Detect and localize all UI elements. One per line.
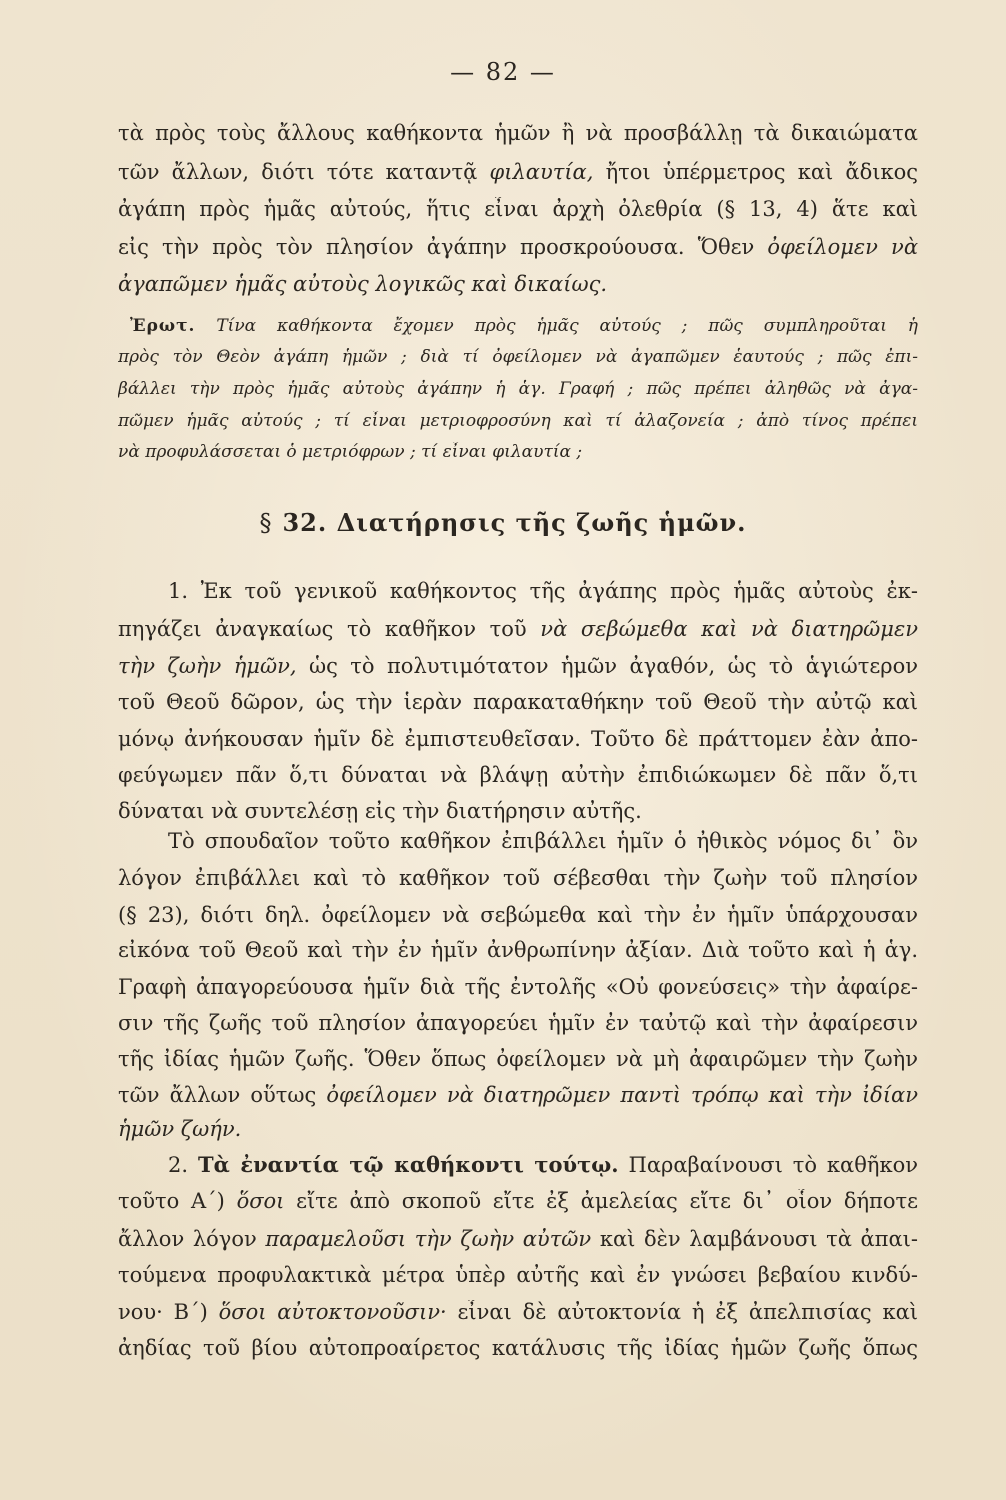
text-line: τῶν ἄλλων οὕτως ὀφείλομεν νὰ διατηρῶμεν παντὶ τρόπῳ καὶ τὴν ἰδίαν: [118, 1083, 918, 1107]
text-line: 1. Ἐκ τοῦ γενικοῦ καθήκοντος τῆς ἀγάπης πρὸς ἡμᾶς αὐτοὺς ἐκ-: [168, 579, 918, 603]
section-title: 32. Διατήρησις τῆς ζωῆς ἡμῶν.: [282, 508, 747, 537]
text-line: φεύγωμεν πᾶν ὅ,τι δύναται νὰ βλάψῃ αὐτὴν ἐπιδιώκωμεν δὲ πᾶν ὅ,τι: [118, 763, 918, 787]
text-line: ἡμῶν ζωήν.: [118, 1117, 242, 1141]
text-line: δύναται νὰ συντελέσῃ εἰς τὴν διατήρησιν αὐτῆς.: [118, 799, 642, 823]
question-line: Ἐρωτ. Τίνα καθήκοντα ἔχομεν πρὸς ἡμᾶς αὐτούς ; πῶς συμπληροῦται ἡ: [130, 316, 918, 336]
question-line: πῶμεν ἡμᾶς αὐτούς ; τί εἶναι μετριοφροσύνη καὶ τί ἀλαζονεία ; ἀπὸ τίνος πρέπει: [118, 411, 918, 431]
section-symbol: §: [259, 509, 273, 537]
text-line: 2. Τὰ ἐναντία τῷ καθήκοντι τούτῳ. Παραβαίνουσι τὸ καθῆκον: [168, 1152, 918, 1177]
text-line: τῶν ἄλλων, διότι τότε καταντᾷ φιλαυτία, ἤτοι ὑπέρμετρος καὶ ἄδικος: [118, 160, 918, 184]
text-line: εἰκόνα τοῦ Θεοῦ καὶ τὴν ἐν ἡμῖν ἀνθρωπίνην ἀξίαν. Διὰ τοῦτο καὶ ἡ ἁγ.: [118, 938, 918, 962]
text-line: τοῦτο Α΄) ὅσοι εἴτε ἀπὸ σκοποῦ εἴτε ἐξ ἀμελείας εἴτε δι᾽ οἷον δήποτε: [118, 1189, 918, 1213]
question-line: πρὸς τὸν Θεὸν ἀγάπη ἡμῶν ; διὰ τί ὀφείλομεν νὰ ἀγαπῶμεν ἑαυτούς ; πῶς ἐπι-: [118, 347, 918, 367]
page-number: — 82 —: [450, 58, 556, 86]
text-line: τοῦ Θεοῦ δῶρον, ὡς τὴν ἱερὰν παρακαταθήκην τοῦ Θεοῦ τὴν αὐτῷ καὶ: [118, 690, 918, 714]
section-heading: [0, 508, 1006, 537]
text-line: τῆς ἰδίας ἡμῶν ζωῆς. Ὅθεν ὅπως ὀφείλομεν νὰ μὴ ἀφαιρῶμεν τὴν ζωὴν: [118, 1047, 918, 1071]
text-line: ἀγαπῶμεν ἡμᾶς αὐτοὺς λογικῶς καὶ δικαίως.: [118, 272, 608, 296]
text-line: ἀηδίας τοῦ βίου αὐτοπροαίρετος κατάλυσις τῆς ἰδίας ἡμῶν ζωῆς ὅπως: [118, 1336, 918, 1360]
text-line: Τὸ σπουδαῖον τοῦτο καθῆκον ἐπιβάλλει ἡμῖν ὁ ἠθικὸς νόμος δι᾽ ὃν: [168, 829, 918, 853]
text-line: πηγάζει ἀναγκαίως τὸ καθῆκον τοῦ νὰ σεβώμεθα καὶ νὰ διατηρῶμεν: [118, 617, 918, 641]
text-line: τούμενα προφυλακτικὰ μέτρα ὑπὲρ αὐτῆς καὶ ἐν γνώσει βεβαίου κινδύ-: [118, 1263, 918, 1287]
text-line: λόγον ἐπιβάλλει καὶ τὸ καθῆκον τοῦ σέβεσθαι τὴν ζωὴν τοῦ πλησίον: [118, 866, 918, 890]
text-line: μόνῳ ἀνήκουσαν ἡμῖν δὲ ἐμπιστευθεῖσαν. Τοῦτο δὲ πράττομεν ἐὰν ἀπο-: [118, 727, 918, 751]
text-line: Γραφὴ ἀπαγορεύουσα ἡμῖν διὰ τῆς ἐντολῆς «Οὐ φονεύσεις» τὴν ἀφαίρε-: [118, 975, 918, 999]
question-line: νὰ προφυλάσσεται ὁ μετριόφρων ; τί εἶναι φιλαυτία ;: [118, 442, 583, 462]
text-line: νου· Β΄) ὅσοι αὐτοκτονοῦσιν· εἶναι δὲ αὐτοκτονία ἡ ἐξ ἀπελπισίας καὶ: [118, 1300, 918, 1324]
question-line: βάλλει τὴν πρὸς ἡμᾶς αὐτοὺς ἀγάπην ἡ ἁγ. Γραφή ; πῶς πρέπει ἀληθῶς νὰ ἀγα-: [118, 379, 918, 399]
text-line: τὰ πρὸς τοὺς ἄλλους καθήκοντα ἡμῶν ἢ νὰ προσβάλλῃ τὰ δικαιώματα: [118, 121, 918, 145]
text-line: ἀγάπη πρὸς ἡμᾶς αὐτούς, ἥτις εἶναι ἀρχὴ ὀλεθρία (§ 13, 4) ἅτε καὶ: [118, 197, 918, 221]
text-line: εἰς τὴν πρὸς τὸν πλησίον ἀγάπην προσκρούουσα. Ὅθεν ὀφείλομεν νὰ: [118, 235, 918, 259]
question-label: Ἐρωτ.: [130, 316, 196, 336]
text-line: σιν τῆς ζωῆς τοῦ πλησίον ἀπαγορεύει ἡμῖν ἐν ταὐτῷ καὶ τὴν ἀφαίρεσιν: [118, 1011, 918, 1035]
text-line: (§ 23), διότι δηλ. ὀφείλομεν νὰ σεβώμεθα καὶ τὴν ἐν ἡμῖν ὑπάρχουσαν: [118, 903, 918, 927]
text-line: ἄλλον λόγον παραμελοῦσι τὴν ζωὴν αὐτῶν καὶ δὲν λαμβάνουσι τὰ ἀπαι-: [118, 1227, 918, 1251]
text-line: τὴν ζωὴν ἡμῶν, ὡς τὸ πολυτιμότατον ἡμῶν ἀγαθόν, ὡς τὸ ἁγιώτερον: [118, 654, 918, 678]
